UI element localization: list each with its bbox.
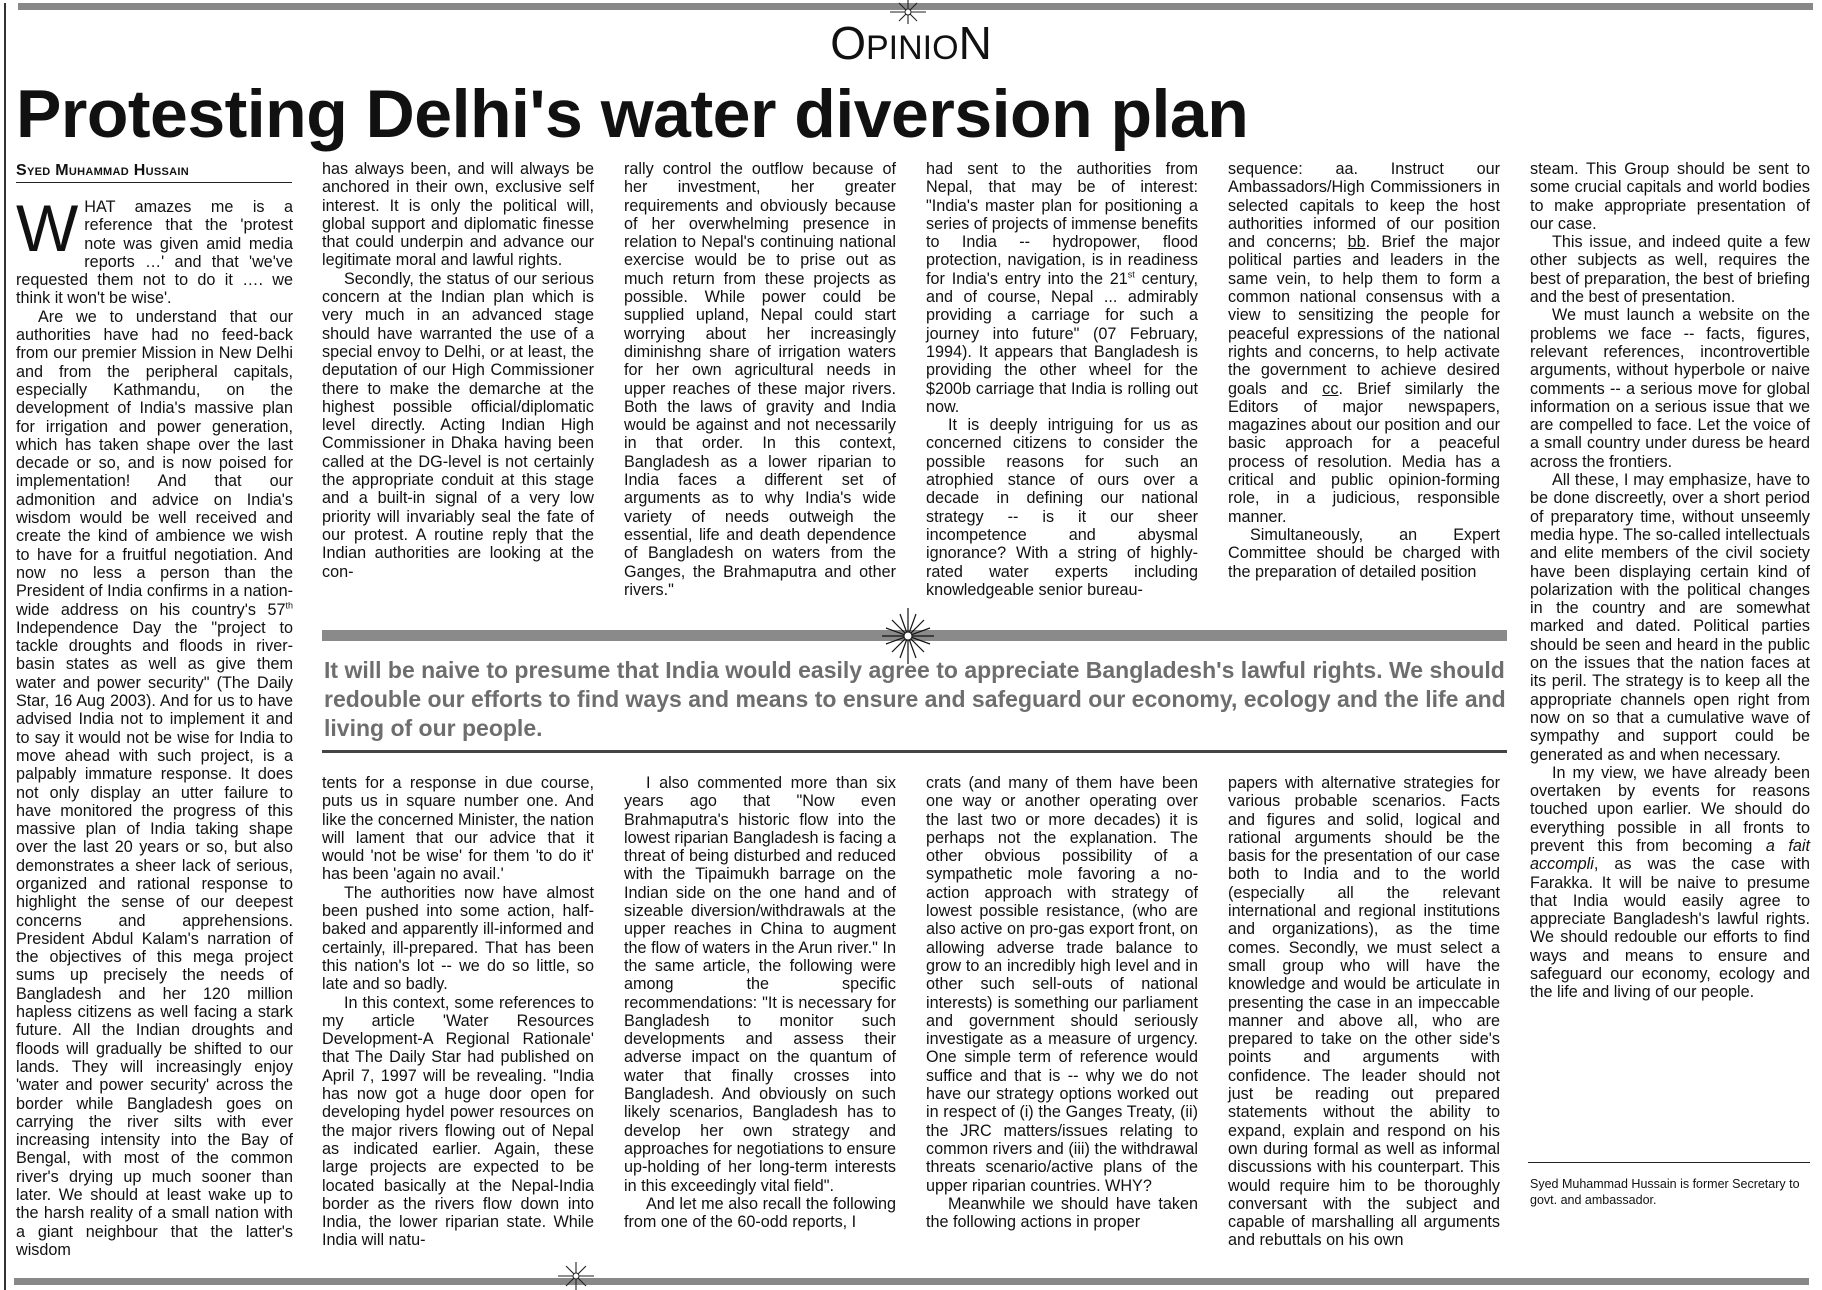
pull-quote: It will be naive to presume that India would easily agree to appreciate Bangladesh's lawful rights. We should redouble our efforts to find ways and means to ensure and safeguard our economy, ecology and the life and living of our people. [324,657,1506,741]
col1-para-1: WHAT amazes me is a reference that the 'protest note was given amid media reports …' and that 'we've requested them not to do it …. we think it won't be wise'. [16,191,293,308]
col3b-para-1: I also commented more than six years ago that "Now even Brahmaputra's historic flow into the lowest riparian Bangladesh is facing a threat of being disturbed and reduced with the Tipaimukh barrage on the Indian side on the one hand and of sizeable diversion/withdrawals at the upper reaches in China to augment the flow of waters in the Arun river." In the same article, the following were among the specific recommendations: "It is necessary for Bangladesh to monitor such developments and assess their adverse impact on the quantum of water that finally crosses into Bangladesh. And obviously on such likely scenarios, Bangladesh has to develop her own strategy and approaches for negotiations to ensure up-holding of her long-term interests in this exceedingly vital field". [624,774,896,1195]
headline: Protesting Delhi's water diversion plan [16,76,1249,152]
left-border [4,3,6,1290]
bio-rule [1528,1162,1810,1163]
column-5-bottom [1228,774,1500,1250]
col4-para-2: It is deeply intriguing for us as concerned citizens to consider the possible reasons for such an atrophied stance of ours over a decade in defining our national strategy -- is it our sheer incompetence and abysmal ignorance? With a string of highly-rated water experts including knowledgeable senior bureau- [926,416,1198,599]
col6-para-4: All these, I may emphasize, have to be done discreetly, over a short period of preparatory time, without unseemly media hype. The so-called intellectuals and elite members of the civil society have been displaying certain kind of polarization with the political changes in the country and are somewhat marked and dated. Political parties should be seen and heard in the public on the issues that the nation faces at its peril. The strategy is to keep all the appropriate channels open right from now on so that a cumulative wave of sympathy and support could be generated as and when necessary. [1530,471,1810,764]
col5-para-1: sequence: aa. Instruct our Ambassadors/High Commissioners in selected capitals to keep the host authorities informed of our position and concerns; bb. Brief the major political parties and leaders in the same vein, to help them to form a common national consensus with a view to sensitizing the people for peaceful expressions of the national rights and concerns, to help activate the government to achieve desired goals and cc. Brief similarly the Editors of major newspapers, magazines about our position and our basic approach for a peaceful process of resolution. Media has a critical and public opinion-forming role, in a judicious, responsible manner. [1228,160,1501,526]
col2-para-1: has always been, and will always be anchored in their own, exclusive self interest. It is only the political will, global support and diplomatic finesse that could underpin and advance our legitimate moral and lawful rights. [322,160,594,270]
column-3-top [624,160,896,599]
pullquote-bottom-rule [322,750,1507,753]
section-label: OPINION [830,17,992,69]
col4b-para-2: Meanwhile we should have taken the following actions in proper [926,1194,1198,1232]
column-2-bottom [322,774,594,1250]
col2-para-2: Secondly, the status of our serious concern at the Indian plan which is very much in an advanced stage should have warranted the use of a special envoy to Delhi, or at least, the deputation of our High Commissioner there to make the demarche at the highest possible official/diplomatic level directly. Acting Indian High Commissioner in Dhaka having been called at the DG-level is not certainly the appropriate conduit at this stage and a built-in signal of a very low priority will invariably seal the fate of our protest. A routine reply that the Indian authorities are looking at the con- [322,269,594,581]
col1-para-2: Are we to understand that our authorities have had no feed-back from our premier Mission in New Delhi and from the peripheral capitals, especially Kathmandu, on the development of India's massive plan for irrigation and power generation, which has taken shape over the last decade or so, and is now poised for implementation! And that our admonition and advice on India's wisdom would be well received and create the kind of ambience we wish to have for a fruitful negotiation. And now no less a person than the President of India confirms in a nation-wide address on his country's 57th Independence Day the "project to tackle droughts and floods in river-basin states as well as give them water and power security" (The Daily Star, 16 Aug 2003). And for us to have advised India not to implement it and to say it would not be wise for India to move ahead with such project, is a palpably immature response. It does not only display an utter failure to have monitored the progress of this massive plan of India taking shape over the last 20 years or so, but also demonstrates a sheer lack of serious, organized and rational response to highlight the sense of our deepest concerns and apprehensions. President Abdul Kalam's narration of the objectives of this mega project sums up precisely the needs of Bangladesh and her 120 million hapless citizens as well facing a stark future. All the Indian droughts and floods will gradually be shifted to our lands. They will increasingly enjoy 'water and power security' across the border while Bangladesh goes on carrying the river silts with ever increasing intensity into the Bay of Bengal, with most of the common river's drying up much sooner than later. We should at least wake up to the harsh reality of a small nation with a giant neighbour that the latter's wisdom [16,307,293,1259]
col4b-para-1: crats (and many of them have been one way or another operating over the last two or more decades) it is perhaps not the explanation. The other obvious possibility of a sympathetic mole favoring a no-action approach with strategy of lowest possible resistance, (who are also active on pro-gas export front, on allowing adverse trade balance to grow to an incredibly high level and in other such sell-outs of national interests) is something our parliament and government should seriously investigate as a measure of urgency. One simple term of reference would suffice and that is -- why we do not have our strategy options worked out in respect of (i) the Ganges Treaty, (ii) the JRC matters/issues relating to common rivers and (iii) the withdrawal threats scenario/active plans of the upper riparian countries. WHY? [926,774,1198,1195]
column-1 [16,191,293,1259]
column-3-bottom [624,774,896,1231]
col6-para-1: steam. This Group should be sent to some crucial capitals and world bodies to make appropriate presentation of our case. [1530,160,1810,233]
column-2-top [322,160,594,581]
col5-para-2: Simultaneously, an Expert Committee should be charged with the preparation of detailed position [1228,525,1500,581]
column-4-bottom [926,774,1198,1231]
col2b-para-3: In this context, some references to my article 'Water Resources Development-A Regional Rationale' that The Daily Star had published on April 7, 1997 will be revealing. "India has now got a huge door open for developing hydel power resources on the major rivers flowing out of Nepal as indicated earlier. Again, these large projects are expected to be located basically at the Nepal-India border as the rivers flow down into India, the lower riparian state. While India will natu- [322,993,594,1250]
col6-para-3: We must launch a website on the problems we face -- facts, figures, relevant references, incontrovertible arguments, without hyperbole or naive comments -- a serious move for global information on a serious issue that we are compelled to face. Let the voice of a small country under duress be heard across the frontiers. [1530,306,1810,471]
byline: Syed Muhammad Hussain [16,162,189,179]
column-4-top [926,160,1198,599]
bottom-rule [14,1278,1809,1285]
column-6 [1530,160,1810,1002]
drop-cap: W [16,191,79,265]
starburst-bottom-icon [556,1262,596,1290]
col2b-para-2: The authorities now have almost been pushed into some action, half-baked and apparently ill-informed and certainly, ill-prepared. That has been this nation's lot -- we do so little, so late and so badly. [322,883,594,994]
col3-para-1: rally control the outflow because of her investment, her greater requirements and obviously because of her overwhelming presence in relation to Nepal's continuing national exercise would be to prise out as much return from these projects as possible. While power could be supplied upland, Nepal could start worrying about her increasingly diminishng share of irrigation waters for her own agricultural needs in upper reaches of these major rivers. Both the laws of gravity and India would be against and not necessarily in that order. In this context, Bangladesh as a lower riparian to India faces a different set of arguments as to why India's wide variety of needs outweigh the essential, life and death dependence of Bangladesh on waters from the Ganges, the Brahmaputra and other rivers." [624,160,896,599]
col4-para-1: had sent to the authorities from Nepal, that may be of interest: "India's master plan for positioning a series of projects of immense benefits to India -- hydropower, flood protection, navigation, is in readiness for India's entry into the 21st century, and of course, Nepal ... admirably providing a carriage for such a journey into future" (07 February, 1994). It appears that Bangladesh is providing the other wheel for the $200b carriage that India is rolling out now. [926,160,1198,416]
byline-rule [16,182,292,183]
author-bio: Syed Muhammad Hussain is former Secretary to govt. and ambassador. [1530,1177,1800,1207]
col6-para-5: In my view, we have already been overtaken by events for reasons touched upon earlier. We should do everything possible in all fronts to prevent this from becoming a fait accompli, as was the case with Farakka. It will be naive to presume that India would easily agree to appreciate Bangladesh's lawful rights. We should redouble our efforts to find ways and means to ensure and safeguard our economy, ecology and the life and living of our people. [1530,763,1810,1002]
col6-para-2: This issue, and indeed quite a few other subjects as well, requires the best of preparation, the best of briefing and the best of presentation. [1530,233,1810,307]
col2b-para-1: tents for a response in due course, puts us in square number one. And like the concerned Minister, the nation will lament that our advice that it would 'not be wise' for them 'to do it' has been 'again no avail.' [322,774,594,884]
column-5-top [1228,160,1500,581]
col3b-para-2: And let me also recall the following from one of the 60-odd reports, I [624,1194,896,1232]
col5b-para-1: papers with alternative strategies for various probable scenarios. Facts and figures and solid, logical and rational arguments should be the basis for the presentation of our case both to India and to the world (especially all the relevant international and regional institutions and organizations), as the time comes. Secondly, we must select a small group who will have the knowledge and would be articulate in presenting the case in an impeccable manner and above all, who are prepared to take on the other side's points and arguments with confidence. The leader should not just be reading out prepared statements without the ability to expand, explain and respond on his own during formal as well as informal discussions with his counterpart. This would require him to be thoroughly conversant with the subject and capable of marshalling all arguments and rebuttals on his own [1228,774,1500,1250]
